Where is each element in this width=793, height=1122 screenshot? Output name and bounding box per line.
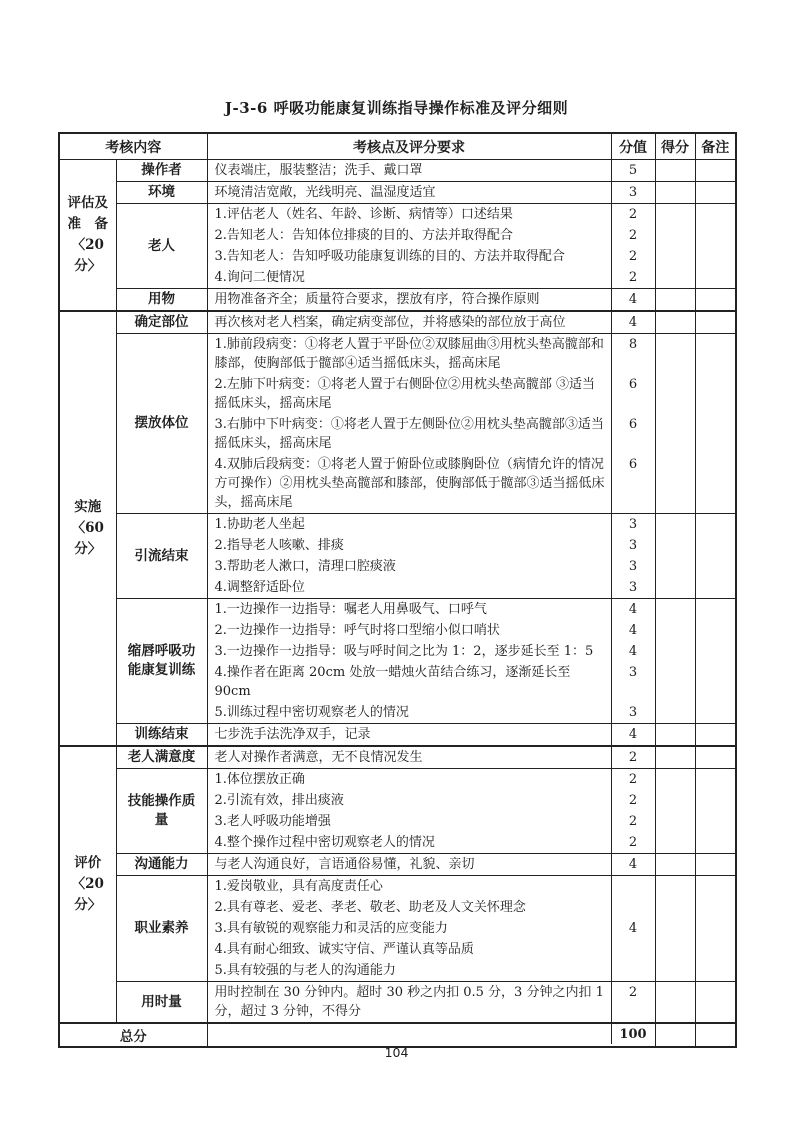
score-value — [611, 960, 655, 981]
table-row — [59, 599, 736, 724]
requirement-item — [208, 454, 655, 513]
requirement-item — [208, 897, 655, 918]
subcategory-cell: 环境 — [116, 182, 207, 204]
requirement-text: 仪表端庄，服装整洁；洗手、戴口罩 — [214, 163, 423, 178]
requirement-text: 2.告知老人：告知体位排痰的目的、方法并取得配合 — [214, 228, 513, 243]
earned-cell — [655, 746, 695, 769]
requirement-text: 环境清洁宽敞，光线明亮、温湿度适宜 — [214, 185, 436, 200]
requirements-cell — [207, 334, 655, 514]
subcategory-cell: 技能操作质量 — [116, 769, 207, 854]
group-line: 〈60分〉 — [71, 520, 104, 557]
score-value — [611, 897, 655, 918]
requirement-item — [208, 960, 655, 981]
requirement-text: 老人对操作者满意，无不良情况发生 — [214, 750, 423, 765]
score-value: 3 — [611, 662, 655, 702]
subcategory-cell: 训练结束 — [116, 724, 207, 747]
subcategory-cell: 确定部位 — [116, 311, 207, 334]
subcategory-cell: 操作者 — [116, 160, 207, 182]
remark-cell — [695, 982, 736, 1024]
remark-cell — [695, 876, 736, 982]
requirements-cell — [207, 746, 655, 769]
remark-cell — [695, 1023, 736, 1047]
table-row — [59, 289, 736, 312]
requirement-item — [208, 577, 655, 598]
requirement-item — [208, 641, 655, 662]
requirement-text: 用时控制在 30 分钟内。超时 30 秒之内扣 0.5 分，3 分钟之内扣 1 分，超过 3 分钟，不得分 — [214, 985, 604, 1019]
requirement-item — [208, 246, 655, 267]
score-value: 3 — [611, 535, 655, 556]
requirement-item — [208, 918, 655, 939]
requirement-text: 1.体位摆放正确 — [214, 772, 305, 787]
header-score: 分值 — [611, 133, 655, 160]
earned-cell — [655, 599, 695, 724]
requirement-text: 七步洗手法洗净双手，记录 — [214, 727, 371, 742]
subcategory-cell: 老人 — [116, 204, 207, 289]
earned-cell — [655, 182, 695, 204]
requirement-item — [208, 854, 655, 875]
score-value: 3 — [611, 182, 655, 203]
score-value: 4 — [611, 918, 655, 939]
score-value: 4 — [611, 854, 655, 875]
table-row — [59, 334, 736, 514]
requirement-text: 3.老人呼吸功能增强 — [214, 814, 331, 829]
score-value: 2 — [611, 267, 655, 288]
requirement-item — [208, 876, 655, 897]
table-row — [59, 160, 736, 182]
requirements-cell — [207, 311, 655, 334]
requirement-item — [208, 769, 655, 790]
total-row — [59, 1023, 736, 1047]
table-row — [59, 724, 736, 747]
score-value: 2 — [611, 832, 655, 853]
requirement-item — [208, 724, 655, 745]
requirement-text: 2.一边操作一边指导：呼气时将口型缩小似口哨状 — [214, 623, 500, 638]
remark-cell — [695, 289, 736, 312]
requirement-item — [208, 267, 655, 288]
score-value: 8 — [611, 334, 655, 374]
score-value: 5 — [611, 160, 655, 181]
table-row — [59, 769, 736, 854]
score-value: 2 — [611, 747, 655, 768]
remark-cell — [695, 854, 736, 876]
requirement-item — [208, 514, 655, 535]
requirement-text: 3.具有敏锐的观察能力和灵活的应变能力 — [214, 921, 448, 936]
group-line: 评估及 — [67, 195, 108, 211]
requirement-item — [208, 414, 655, 454]
score-value: 3 — [611, 514, 655, 535]
remark-cell — [695, 160, 736, 182]
remark-cell — [695, 182, 736, 204]
requirement-item — [208, 790, 655, 811]
score-value: 2 — [611, 769, 655, 790]
requirement-item — [208, 182, 655, 203]
requirement-text: 3.帮助老人漱口，清理口腔痰液 — [214, 559, 396, 574]
header-remark: 备注 — [695, 133, 736, 160]
remark-cell — [695, 311, 736, 334]
score-value: 3 — [611, 577, 655, 598]
subcategory-cell: 沟通能力 — [116, 854, 207, 876]
score-value: 2 — [611, 246, 655, 267]
requirements-cell — [207, 289, 655, 312]
requirement-text: 1.肺前段病变：①将老人置于平卧位②双膝屈曲③用枕头垫高髋部和膝部，使胸部低于髋部④适当摇低床头，摇高床尾 — [214, 337, 604, 371]
score-value: 4 — [611, 289, 655, 310]
requirement-text: 2.指导老人咳嗽、排痰 — [214, 538, 344, 553]
subcategory-cell: 用时量 — [116, 982, 207, 1024]
total-label: 总分 — [59, 1023, 207, 1047]
score-value — [611, 876, 655, 897]
requirement-text: 5.训练过程中密切观察老人的情况 — [214, 705, 409, 720]
requirement-item — [208, 289, 655, 310]
total-score-cell — [207, 1023, 655, 1047]
requirement-item — [208, 662, 655, 702]
remark-cell — [695, 724, 736, 747]
score-value: 4 — [611, 724, 655, 745]
requirements-cell — [207, 876, 655, 982]
earned-cell — [655, 289, 695, 312]
table-row — [59, 182, 736, 204]
group-label-implementation — [59, 311, 116, 746]
requirement-text: 1.一边操作一边指导：嘱老人用鼻吸气、口呼气 — [214, 602, 487, 617]
requirement-text: 4.询问二便情况 — [214, 270, 305, 285]
requirements-cell — [207, 599, 655, 724]
requirement-item — [208, 747, 655, 768]
requirement-text — [208, 1024, 611, 1044]
requirement-item — [208, 374, 655, 414]
page-title: J-3-6 呼吸功能康复训练指导操作标准及评分细则 — [224, 99, 569, 117]
requirements-cell — [207, 982, 655, 1024]
earned-cell — [655, 311, 695, 334]
group-line: 〈20分〉 — [71, 876, 104, 913]
score-value: 2 — [611, 811, 655, 832]
remark-cell — [695, 514, 736, 599]
remark-cell — [695, 746, 736, 769]
requirements-cell — [207, 724, 655, 747]
table-row — [59, 746, 736, 769]
requirement-text: 4.具有耐心细致、诚实守信、严谨认真等品质 — [214, 942, 474, 957]
subcategory-cell: 职业素养 — [116, 876, 207, 982]
requirements-cell — [207, 769, 655, 854]
subcategory-cell: 老人满意度 — [116, 746, 207, 769]
remark-cell — [695, 334, 736, 514]
subcategory-cell: 引流结束 — [116, 514, 207, 599]
requirement-item — [208, 556, 655, 577]
subcategory-cell: 摆放体位 — [116, 334, 207, 514]
requirement-item — [208, 160, 655, 181]
table-row — [59, 854, 736, 876]
requirement-item — [208, 225, 655, 246]
earned-cell — [655, 204, 695, 289]
table-row — [59, 311, 736, 334]
requirement-text: 4.整个操作过程中密切观察老人的情况 — [214, 835, 435, 850]
requirement-text: 用物准备齐全；质量符合要求，摆放有序，符合操作原则 — [214, 292, 540, 307]
header-earned: 得分 — [655, 133, 695, 160]
table-row — [59, 982, 736, 1024]
requirement-text: 1.评估老人（姓名、年龄、诊断、病情等）口述结果 — [214, 207, 513, 222]
requirement-item — [208, 1024, 655, 1044]
score-value: 4 — [611, 599, 655, 620]
requirement-text: 3.告知老人：告知呼吸功能康复训练的目的、方法并取得配合 — [214, 249, 565, 264]
table-row — [59, 876, 736, 982]
requirement-item — [208, 334, 655, 374]
score-value: 3 — [611, 556, 655, 577]
remark-cell — [695, 599, 736, 724]
earned-cell — [655, 160, 695, 182]
requirement-text: 2.引流有效，排出痰液 — [214, 793, 344, 808]
earned-cell — [655, 514, 695, 599]
requirement-item — [208, 811, 655, 832]
requirement-item — [208, 599, 655, 620]
header-requirements: 考核点及评分要求 — [207, 133, 611, 160]
subcategory-cell: 缩唇呼吸功能康复训练 — [116, 599, 207, 724]
header-row — [59, 133, 736, 160]
earned-cell — [655, 334, 695, 514]
requirement-text: 2.具有尊老、爱老、孝老、敬老、助老及人文关怀理念 — [214, 900, 526, 915]
requirement-text: 3.右肺中下叶病变：①将老人置于左侧卧位②用枕头垫高髋部③适当摇低床头，摇高床尾 — [214, 417, 604, 451]
score-value: 4 — [611, 620, 655, 641]
requirement-item — [208, 832, 655, 853]
requirement-item — [208, 939, 655, 960]
requirement-text: 4.双肺后段病变：①将老人置于俯卧位或膝胸卧位（病情允许的情况方可操作）②用枕头垫高髋部和膝部，使胸部低于髋部③适当摇低床头，摇高床尾 — [214, 457, 605, 510]
scoring-table — [58, 132, 737, 1048]
requirement-item — [208, 620, 655, 641]
earned-cell — [655, 854, 695, 876]
remark-cell — [695, 769, 736, 854]
requirement-item — [208, 312, 655, 333]
group-label-assessment — [59, 160, 116, 312]
group-line: 〈20分〉 — [71, 237, 104, 274]
requirement-text: 4.操作者在距离 20cm 处放一蜡烛火苗结合练习，逐渐延长至 90cm — [214, 665, 571, 699]
table-row — [59, 204, 736, 289]
requirements-cell — [207, 204, 655, 289]
score-value: 2 — [611, 790, 655, 811]
group-line: 评价 — [74, 855, 102, 871]
score-value: 3 — [611, 702, 655, 723]
table-row — [59, 514, 736, 599]
score-value — [611, 939, 655, 960]
requirements-cell — [207, 182, 655, 204]
header-content: 考核内容 — [59, 133, 207, 160]
score-value: 2 — [611, 225, 655, 246]
requirement-item — [208, 982, 655, 1022]
requirement-text: 1.爱岗敬业，具有高度责任心 — [214, 879, 383, 894]
earned-cell — [655, 982, 695, 1024]
requirement-text: 4.调整舒适卧位 — [214, 580, 305, 595]
requirement-item — [208, 535, 655, 556]
score-value: 4 — [611, 641, 655, 662]
score-value: 6 — [611, 454, 655, 513]
requirement-text: 1.协助老人坐起 — [214, 517, 305, 532]
requirement-item — [208, 702, 655, 723]
requirement-text: 3.一边操作一边指导：吸与呼时间之比为 1：2，逐步延长至 1：5 — [214, 644, 594, 659]
requirements-cell — [207, 854, 655, 876]
page-number: 104 — [384, 1045, 409, 1060]
group-label-evaluation — [59, 746, 116, 1023]
score-value: 4 — [611, 312, 655, 333]
requirement-text: 与老人沟通良好，言语通俗易懂，礼貌、亲切 — [214, 857, 475, 872]
subcategory-cell: 用物 — [116, 289, 207, 312]
total-score-value: 100 — [611, 1024, 655, 1044]
remark-cell — [695, 204, 736, 289]
requirement-text: 再次核对老人档案，确定病变部位，并将感染的部位放于高位 — [214, 315, 566, 330]
requirements-cell — [207, 160, 655, 182]
score-value: 2 — [611, 204, 655, 225]
earned-cell — [655, 1023, 695, 1047]
group-line: 准 备 — [67, 216, 108, 232]
score-value: 6 — [611, 374, 655, 414]
requirement-item — [208, 204, 655, 225]
earned-cell — [655, 876, 695, 982]
earned-cell — [655, 724, 695, 747]
score-value: 6 — [611, 414, 655, 454]
requirements-cell — [207, 514, 655, 599]
group-line: 实施 — [74, 499, 102, 515]
requirement-text: 2.左肺下叶病变：①将老人置于右侧卧位②用枕头垫高髋部 ③适当摇低床头，摇高床尾 — [214, 377, 596, 411]
score-value: 2 — [611, 982, 655, 1022]
requirement-text: 5.具有较强的与老人的沟通能力 — [214, 963, 396, 978]
earned-cell — [655, 769, 695, 854]
